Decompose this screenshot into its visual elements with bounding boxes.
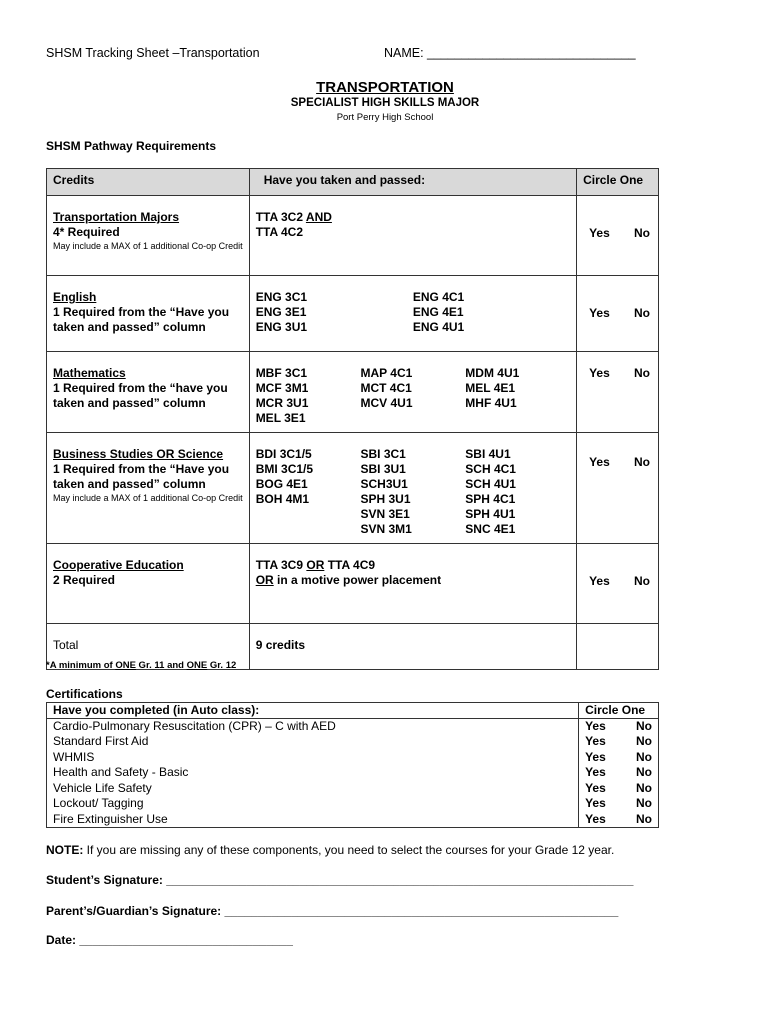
course-code: ENG 4C1 [412,290,465,304]
requirement-count: 4* Required [53,225,120,239]
total-value: 9 credits [255,638,306,652]
footnote: *A minimum of ONE Gr. 11 and ONE Gr. 12 [46,660,237,671]
certification-row [47,750,659,766]
no-option[interactable]: No [634,366,650,380]
yes-option[interactable]: Yes [585,719,606,733]
certification-row [47,796,659,812]
course-code: SPH 4C1 [465,492,516,506]
course-code: SCH 4U1 [465,477,516,491]
requirement-row [47,276,659,352]
course-code: SVN 3M1 [360,522,412,536]
course-code: MDM 4U1 [465,366,520,380]
requirement-count: 2 Required [53,573,116,587]
course-line: TTA 3C2 [255,210,306,224]
course-code: SVN 3E1 [360,507,410,521]
no-option[interactable]: No [636,749,652,764]
section-title: SHSM Pathway Requirements [46,139,217,153]
yes-option[interactable]: Yes [585,734,606,749]
course-code: SBI 3C1 [360,447,406,461]
page-title: TRANSPORTATION [316,79,454,96]
yes-option[interactable]: Yes [585,765,606,780]
and-connector: AND [305,210,332,224]
certification-name: Cardio-Pulmonary Resuscitation (CPR) – C with AED [47,719,579,735]
parent-signature-line[interactable]: Parent’s/Guardian’s Signature: ___________________________________________________________ [46,904,619,918]
no-option[interactable]: No [634,306,650,320]
course-code: MCF 3M1 [255,381,309,395]
course-code: MHF 4U1 [465,396,517,410]
yes-option[interactable]: Yes [585,796,606,811]
requirement-row [47,352,659,433]
course-code: SCH 4C1 [465,462,516,476]
name-field-label: NAME: ______________________________ [384,46,636,60]
course-line: TTA 4C9 [324,558,376,572]
certification-row [47,734,659,750]
certification-row [47,719,659,735]
header-circle-one: Circle One [577,169,659,196]
course-code: BOG 4E1 [255,477,308,491]
requirement-note: May include a MAX of 1 additional Co-op Credit [53,493,243,503]
certification-row [47,781,659,797]
or-connector: OR [255,573,274,587]
yes-option[interactable]: Yes [585,749,606,764]
course-code: SBI 3U1 [360,462,406,476]
course-line: TTA 3C9 [255,558,307,572]
no-option[interactable]: No [634,574,650,588]
certification-name: Standard First Aid [47,734,579,750]
course-code: ENG 4E1 [412,305,464,319]
course-code: MAP 4C1 [360,366,413,380]
requirement-name: Mathematics [53,366,126,380]
yes-option[interactable]: Yes [589,366,610,380]
course-code: MCR 3U1 [255,396,309,410]
certification-name: Fire Extinguisher Use [47,812,579,828]
certifications-title: Certifications [46,687,123,701]
no-option[interactable]: No [634,226,650,240]
requirement-row [47,544,659,624]
course-code: MEL 4E1 [465,381,516,395]
requirement-name: Cooperative Education [53,558,184,572]
requirement-count: 1 Required from the “Have you taken and passed” column [53,305,230,334]
no-option[interactable]: No [636,719,652,733]
course-code: SBI 4U1 [465,447,511,461]
page-subtitle: SPECIALIST HIGH SKILLS MAJOR [290,97,480,109]
student-signature-line[interactable]: Student’s Signature: ______________________________________________________________________ [46,873,634,887]
header-taken-passed: Have you taken and passed: [249,169,576,196]
course-code: ENG 3U1 [255,320,308,334]
requirement-name: English [53,290,97,304]
requirements-header-row [47,169,659,196]
note-text: NOTE: If you are missing any of these components, you need to select the courses for your Grade 12 year. [46,843,615,857]
course-code: SNC 4E1 [465,522,516,536]
no-option[interactable]: No [634,455,650,469]
requirement-count: 1 Required from the “Have you taken and passed” column [53,462,230,491]
or-connector: OR [306,558,325,572]
course-code: MCV 4U1 [360,396,413,410]
course-line: in a motive power placement [273,573,442,587]
no-option[interactable]: No [636,734,652,749]
yes-option[interactable]: Yes [589,306,610,320]
yes-option[interactable]: Yes [589,455,610,469]
certification-row [47,765,659,781]
header-credits: Credits [47,169,250,196]
yes-option[interactable]: Yes [585,811,606,826]
course-code: BMI 3C1/5 [255,462,314,476]
requirements-table [46,168,659,670]
requirement-note: May include a MAX of 1 additional Co-op Credit [53,241,243,251]
certification-name: Vehicle Life Safety [47,781,579,797]
course-code: ENG 3E1 [255,305,307,319]
yes-option[interactable]: Yes [589,226,610,240]
requirement-name: Business Studies OR Science [53,447,224,461]
no-option[interactable]: No [636,811,652,826]
course-code: MBF 3C1 [255,366,308,380]
course-code: SPH 4U1 [465,507,516,521]
course-code: MCT 4C1 [360,381,412,395]
date-line[interactable]: Date: ________________________________ [46,933,293,947]
no-option[interactable]: No [636,796,652,811]
no-option[interactable]: No [636,780,652,795]
course-code: SCH3U1 [360,477,408,491]
yes-option[interactable]: Yes [585,780,606,795]
total-label: Total [53,638,79,652]
course-code: MEL 3E1 [255,411,306,425]
certification-row [47,812,659,828]
no-option[interactable]: No [636,765,652,780]
certifications-header: Have you completed (in Auto class): [47,703,579,719]
circle-one-header: Circle One [579,703,659,719]
course-code: BOH 4M1 [255,492,310,506]
certification-name: Health and Safety - Basic [47,765,579,781]
certification-name: WHMIS [47,750,579,766]
requirement-row [47,433,659,544]
certifications-table [46,702,659,828]
course-code: ENG 3C1 [255,290,308,304]
certification-name: Lockout/ Tagging [47,796,579,812]
school-name: Port Perry High School [336,112,434,123]
requirement-row [47,196,659,276]
requirement-count: 1 Required from the “have you taken and passed” column [53,381,228,410]
yes-option[interactable]: Yes [589,574,610,588]
course-code: SPH 3U1 [360,492,411,506]
course-line: TTA 4C2 [255,225,304,239]
certifications-header-row [47,703,659,719]
course-code: ENG 4U1 [412,320,465,334]
requirement-name: Transportation Majors [53,210,180,224]
course-code: BDI 3C1/5 [255,447,312,461]
header-left: SHSM Tracking Sheet –Transportation [46,46,260,60]
